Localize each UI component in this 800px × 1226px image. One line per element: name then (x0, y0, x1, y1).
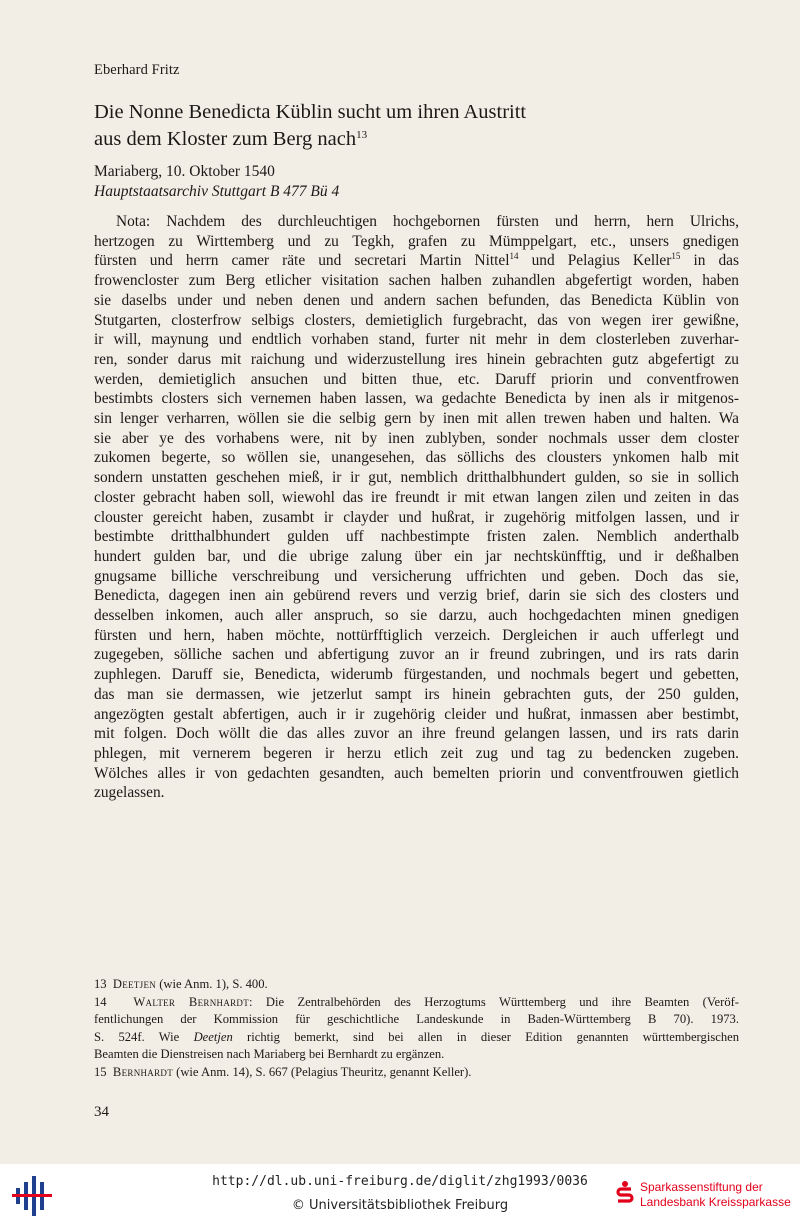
body-line: Wölches alles ir von gedachten gesandten, auch bemelten priorin und conventfrouwen gietlich (94, 764, 739, 782)
body-line: zugelassen. (94, 784, 165, 802)
footnote-author: Deetjen (112, 977, 157, 991)
body-line: zugegeben, sölliche sachen und abfertigung zuvor an ir freund zubringen, und irs rats darin (94, 646, 739, 664)
body-line: Nota: Nachdem des durchleuchtigen hochgebornen fürsten und herrn, hern Ulrichs, (116, 213, 739, 230)
body-line: sin lenger verharren, wöllen sie die selbig gern by inen mit allen trewen haben und halten. Wa (94, 410, 739, 428)
sparkassenstiftung-logo[interactable] (616, 1178, 796, 1218)
footnote-ref-15[interactable]: 15 (671, 251, 681, 262)
footnote-14-line: fentlichungen der Kommission für geschichtliche Landeskunde in Baden-Württemberg B 70). 1973. (94, 1012, 739, 1027)
body-line: hundert gulden bar, und die ubrige zalung über ein jar nechtskünfftig, und ir deßhalben (94, 547, 739, 565)
body-line: closter gebracht haben soll, wiewohl das ire freundt ir mit etwan langen zilen und zeiten in das (94, 488, 739, 506)
footnote-14-line: Beamten die Dienstreisen nach Mariaberg bei Bernhardt zu ergänzen. (94, 1047, 445, 1062)
document-title (94, 101, 714, 151)
body-line: Benedicta, dagegen inen ain gebürend revers und verzig brief, darin sie sich des closters und (94, 587, 739, 605)
footnote-author: Walter Bernhardt (133, 994, 250, 1009)
body-line: mit folgen. Doch wöllt die das alles zuvor an ihre freund gelangen lassen, und irs rats darin (94, 725, 739, 743)
body-line: fürsten und herrn camer räte und secretari Martin Nittel$^{14}$ und Pelagius Keller$^{15}$ in das (94, 251, 739, 270)
viewer-footer (0, 1164, 800, 1226)
body-line: sie daselbs under und neben denen und andern sachen befunden, das Benedicta Küblin von (94, 291, 739, 309)
title-footnote-ref[interactable]: 13 (356, 129, 368, 141)
running-head: Eberhard Fritz (94, 62, 180, 78)
sponsor-name: Sparkassenstiftung der Landesbank Kreissparkasse (640, 1180, 791, 1209)
copyright-notice: © Universitätsbibliothek Freiburg (291, 1198, 509, 1213)
body-line: Stutgarten, closterfrow selbigs closters, demietiglich furgebracht, das von wegen irer gewißne, (94, 311, 739, 329)
body-line: ren, sonder darus mit raichung und widerzustellung ires hinein gebrachten gutz abgefertigt zu (94, 350, 739, 368)
body-line: bestimbts closters sich vernemen haben lassen, wa gedachte Benedicta by inen als ir mitgenos- (94, 390, 739, 408)
body-line: desselben inkomen, auch aller anspruch, so sie darzu, auch hochgedachten minen gnedigen (94, 607, 739, 625)
place-date: Mariaberg, 10. Oktober 1540 (94, 163, 275, 180)
body-line: bestimbte dritthalbhundert gulden uff nachbestimpte fristen zalen. Nemblich anderthalb (94, 528, 739, 546)
body-line: das man sie dermassen, wie jetzerlut sampt irs hinein gebrachten guts, der 250 gulden, (94, 685, 739, 703)
body-line: werden, demietiglich ansuchen und bitten thue, etc. Daruff priorin und conventfrowen (94, 370, 739, 388)
body-line: sie aber ye des vorhabens were, nit by inen zublyben, sonder nochmals usser dem closter (94, 429, 739, 447)
footnote-14-line: S. 524f. Wie Deetjen richtig bemerkt, sind bei allen in dieser Edition genannten württembergischen (94, 1029, 739, 1044)
footnote-14: 14 Walter Bernhardt: Die Zentralbehörden des Herzogtums Württemberg und ihre Beamten (Veröf- (94, 994, 740, 1009)
body-line: zuphlegen. Daruff sie, Benedicta, widerumb fürgestanden, und nochmals begert und gebetten, (94, 666, 739, 684)
footnote-13: 13 Deetjen (wie Anm. 1), S. 400. (94, 977, 268, 991)
body-line: frowencloster zum Berg etlicher visitation sachen halben zuhandlen abgefertigt worden, haben (94, 272, 739, 290)
title-line-1: Die Nonne Benedicta Küblin sucht um ihren Austritt (94, 101, 527, 123)
body-line: gnugsame billiche verschreibung und versicherung uffrichten und geben. Doch das sie, (94, 567, 739, 585)
footnote-ref-14[interactable]: 14 (509, 251, 519, 262)
archive-reference: Hauptstaatsarchiv Stuttgart B 477 Bü 4 (94, 183, 340, 200)
footnotes (94, 976, 739, 1082)
body-line: clouster gereicht haben, zusambt ir clayder und hußrat, ir zugehörig mitfolgen lassen, und ir (94, 508, 739, 526)
footnote-author: Bernhardt (112, 1064, 173, 1079)
sparkasse-s-icon (616, 1180, 634, 1206)
document-url-link[interactable]: http://dl.ub.uni-freiburg.de/diglit/zhg1993/0036 (212, 1174, 588, 1189)
body-line: angezögten gestalt abfertigen, auch ir ir zugehörig cleider und hußrat, inmassen aber bestimbt, (94, 705, 739, 723)
body-line: phlegen, mit vernerem begeren ir herzu etlich zeit zug und tag zu bedencken zugeben. (94, 744, 739, 762)
body-line: fürsten und hern, haben möchte, nottürfftiglich verzeich. Dergleichen ir auch ufferlegt und (94, 626, 739, 644)
body-line: hertzogen zu Wirttemberg und zu Tegkh, grafen zu Mümppelgart, etc., unsers gnedigen (94, 232, 739, 250)
page-number: 34 (94, 1104, 109, 1120)
title-line-2: aus dem Kloster zum Berg nach (94, 128, 357, 150)
body-line: sondern unstatten geschehen mieß, ir ir gut, nemblich dritthalbhundert gulden, so sie in sollich (94, 469, 739, 487)
body-text (94, 212, 739, 803)
body-line: zukomen begerte, so wöllen sie, unangesehen, das söllichs des clousters ynkomen halb mit (94, 449, 739, 467)
footnote-15: 15 Bernhardt (wie Anm. 14), S. 667 (Pelagius Theuritz, genannt Keller). (94, 1064, 472, 1079)
body-line: ir will, maynung und endtlich vorhaben stand, furter nit mehr in dem closterleben zuverhar- (94, 331, 739, 349)
